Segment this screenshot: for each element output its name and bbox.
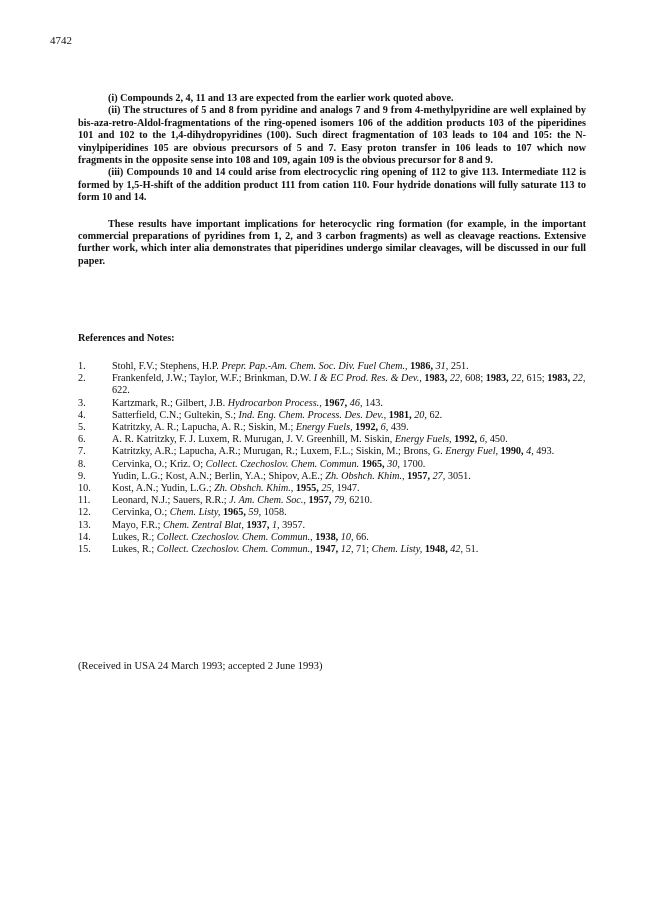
reference-journal: Ind. Eng. Chem. Process. Des. Dev.,	[238, 409, 387, 421]
reference-authors: Kost, A.N.; Yudin, L.G.;	[112, 483, 212, 495]
reference-volume: 30,	[387, 458, 400, 470]
reference-item	[78, 471, 598, 483]
reference-item	[78, 422, 598, 434]
reference-text	[112, 459, 425, 470]
implications-paragraph: These results have important implications for heterocyclic ring formation (for example, in the important commercial preparations of pyridines from 1, 2, and 3 carbon fragments) as well as cleavage reactions. Extensive further work, which inter alia demonstrates that piperidines undergo similar cleavages, will be discussed in our full paper.	[78, 218, 586, 267]
reference-authors: Katritzky, A.R.; Lapucha, A.R.; Murugan, R.; Luxem, F.L.; Siskin, M.; Brons, G.	[112, 446, 443, 458]
reference-pages: 62.	[429, 409, 443, 421]
reference-text	[112, 410, 442, 421]
reference-journal: Prepr. Pap.-Am. Chem. Soc. Div. Fuel Chem.,	[221, 361, 408, 372]
reference-item	[78, 373, 598, 397]
reference-pages: 6210.	[349, 495, 373, 507]
reference-number: 12.	[78, 507, 91, 519]
reference-journal: J. Am. Chem. Soc.,	[229, 495, 306, 507]
reference-item	[78, 483, 598, 495]
reference-volume: 10,	[340, 531, 354, 543]
reference-text	[112, 361, 469, 372]
reference-year: 1992,	[454, 434, 478, 446]
reference-text	[112, 532, 369, 543]
reference-text	[112, 520, 305, 531]
point-ii: (ii) The structures of 5 and 8 from pyridine and analogs 7 and 9 from 4-methylpyridine are well explained by bis-aza-retro-Aldol-fragmentations of the ring-opened isomers 106 of the addition products 103 of the piperidines 101 and 102 to the 1,4-dihydropyridines (100). Such direct fragmentation of 103 leads to 104 and 105: the N-vinylpiperidines 105 are obvious precursors of 5 and 7. Easy proton transfer in 106 leads to 107 which now fragments in the opposite sense into 108 and 109, again 109 is the obvious precursor for 8 and 9.	[78, 105, 586, 167]
reference-volume: 20,	[414, 409, 427, 421]
reference-number: 9.	[78, 470, 86, 482]
reference-volume: 1,	[271, 519, 280, 531]
reference-text	[112, 446, 554, 457]
reference-authors: Stohl, F.V.; Stephens, H.P.	[112, 361, 219, 372]
reference-pages: 251.	[450, 361, 469, 372]
reference-year: 1955,	[295, 483, 319, 495]
reference-journal: Collect. Czechoslov. Chem. Commun.	[205, 458, 360, 470]
reference-volume: 12,	[340, 544, 354, 556]
reference-year: 1948,	[424, 544, 448, 556]
reference-year: 1947,	[315, 544, 339, 556]
reference-year: 1965,	[361, 458, 385, 470]
reference-number: 5.	[78, 422, 86, 434]
page-number: 4742	[50, 35, 72, 47]
references-list	[78, 361, 598, 556]
reference-pages: 622.	[112, 385, 130, 397]
reference-item	[78, 361, 598, 373]
reference-item	[78, 434, 598, 446]
reference-pages: 51.	[465, 544, 479, 556]
reference-year: 1983,	[424, 373, 448, 385]
reference-year: 1981,	[388, 409, 412, 421]
reference-pages: 608;	[465, 373, 484, 385]
reference-volume: 6,	[380, 422, 389, 434]
reference-text	[112, 495, 372, 506]
reference-number: 8.	[78, 458, 86, 470]
reference-pages: 450.	[489, 434, 508, 446]
point-iii: (iii) Compounds 10 and 14 could arise from electrocyclic ring opening of 112 to give 113. Intermediate 112 is formed by 1,5-H-shift of the addition product 111 from cation 110. Four hydride donations will fully saturate 113 to form 10 and 14.	[78, 167, 586, 204]
reference-authors: Frankenfeld, J.W.; Taylor, W.F.; Brinkman, D.W.	[112, 373, 312, 385]
reference-pages: 66.	[356, 531, 369, 543]
reference-number: 14.	[78, 531, 91, 543]
reference-number: 7.	[78, 446, 86, 458]
reference-pages: 71;	[356, 544, 370, 556]
reference-text	[112, 422, 409, 433]
reference-authors: Satterfield, C.N.; Gultekin, S.;	[112, 409, 236, 421]
reference-journal: Energy Fuels,	[295, 422, 353, 434]
reference-year: 1990,	[500, 446, 524, 458]
reference-item	[78, 446, 598, 458]
reference-authors: Lukes, R.;	[112, 531, 155, 543]
reference-item	[78, 459, 598, 471]
reference-pages: 1947.	[336, 483, 360, 495]
references-heading: References and Notes:	[78, 333, 175, 344]
reference-text	[112, 483, 360, 494]
reference-year: 1957,	[308, 495, 332, 507]
reference-authors: Lukes, R.;	[112, 544, 155, 556]
reference-item	[78, 544, 598, 556]
reference-text	[112, 471, 471, 482]
reference-journal: Zh. Obshch. Khim.,	[214, 483, 294, 495]
reference-journal: Hydrocarbon Process.,	[227, 397, 322, 409]
reference-authors: Leonard, N.J.; Sauers, R.R.;	[112, 495, 227, 507]
reference-authors: Kartzmark, R.; Gilbert, J.B.	[112, 397, 226, 409]
body-text	[78, 93, 586, 268]
reference-volume: 25,	[321, 483, 335, 495]
reference-year: 1957,	[407, 470, 431, 482]
reference-journal: Collect. Czechoslov. Chem. Commun.,	[156, 531, 313, 543]
reference-volume: 22,	[449, 373, 463, 385]
reference-volume: 22,	[572, 373, 586, 385]
reference-volume: 4,	[526, 446, 534, 458]
reference-journal: Energy Fuel,	[445, 446, 499, 458]
reference-pages: 1700.	[402, 458, 426, 470]
reference-pages: 3051.	[447, 470, 471, 482]
reference-journal: Chem. Zentral Blat,	[162, 519, 244, 531]
reference-number: 15.	[78, 544, 91, 556]
reference-pages: 1058.	[263, 507, 287, 519]
point-i: (i) Compounds 2, 4, 11 and 13 are expected from the earlier work quoted above.	[108, 93, 454, 104]
reference-authors: Yudin, L.G.; Kost, A.N.; Berlin, Y.A.; Shipov, A.E.;	[112, 470, 323, 482]
reference-year: 1967,	[324, 397, 348, 409]
reference-volume: 59,	[248, 507, 262, 519]
reference-authors: Katritzky, A. R.; Lapucha, A. R.; Siskin, M.;	[112, 422, 294, 434]
reference-item	[78, 410, 598, 422]
received-note: (Received in USA 24 March 1993; accepted 2 June 1993)	[78, 661, 323, 672]
reference-authors: Mayo, F.R.;	[112, 519, 161, 531]
reference-item	[78, 495, 598, 507]
reference-number: 1.	[78, 361, 86, 372]
reference-number: 10.	[78, 483, 91, 495]
reference-year: 1938,	[315, 531, 339, 543]
reference-volume: 6,	[479, 434, 488, 446]
reference-item	[78, 520, 598, 532]
reference-number: 2.	[78, 373, 86, 385]
reference-year: 1983,	[547, 373, 571, 385]
reference-year: 1986,	[410, 361, 434, 372]
reference-pages: 143.	[365, 397, 383, 409]
reference-number: 13.	[78, 519, 91, 531]
reference-text	[112, 434, 508, 445]
reference-year: 1965,	[222, 507, 246, 519]
reference-journal: Collect. Czechoslov. Chem. Commun.,	[156, 544, 313, 556]
reference-number: 11.	[78, 495, 91, 507]
reference-text	[112, 544, 478, 555]
reference-volume: 27,	[432, 470, 446, 482]
reference-authors: Cervinka, O.;	[112, 507, 168, 519]
reference-volume: 31,	[435, 361, 449, 372]
reference-item	[78, 507, 598, 519]
reference-journal: Zh. Obshch. Khim.,	[325, 470, 405, 482]
reference-number: 3.	[78, 397, 86, 409]
reference-journal: Energy Fuels,	[394, 434, 452, 446]
reference-pages: 439.	[390, 422, 409, 434]
reference-volume: 22,	[511, 373, 524, 385]
reference-pages: 3957.	[282, 519, 306, 531]
reference-text	[112, 507, 287, 518]
reference-text	[112, 398, 383, 409]
reference-journal: Chem. Listy,	[169, 507, 221, 519]
reference-number: 4.	[78, 409, 86, 421]
reference-authors: A. R. Katritzky, F. J. Luxem, R. Murugan, J. V. Greenhill, M. Siskin,	[112, 434, 393, 446]
reference-volume: 46,	[349, 397, 363, 409]
reference-authors: Cervinka, O.; Kriz. O;	[112, 458, 204, 470]
reference-pages: 493.	[536, 446, 555, 458]
reference-journal: Chem. Listy,	[371, 544, 423, 556]
reference-volume: 42,	[450, 544, 464, 556]
reference-year: 1992,	[355, 422, 379, 434]
reference-item	[78, 532, 598, 544]
reference-year: 1937,	[246, 519, 270, 531]
reference-number: 6.	[78, 434, 86, 446]
reference-item	[78, 398, 598, 410]
reference-pages: 615;	[526, 373, 545, 385]
reference-text	[112, 373, 585, 396]
reference-volume: 79,	[333, 495, 347, 507]
reference-year: 1983,	[485, 373, 509, 385]
reference-journal: I & EC Prod. Res. & Dev.,	[313, 373, 422, 385]
